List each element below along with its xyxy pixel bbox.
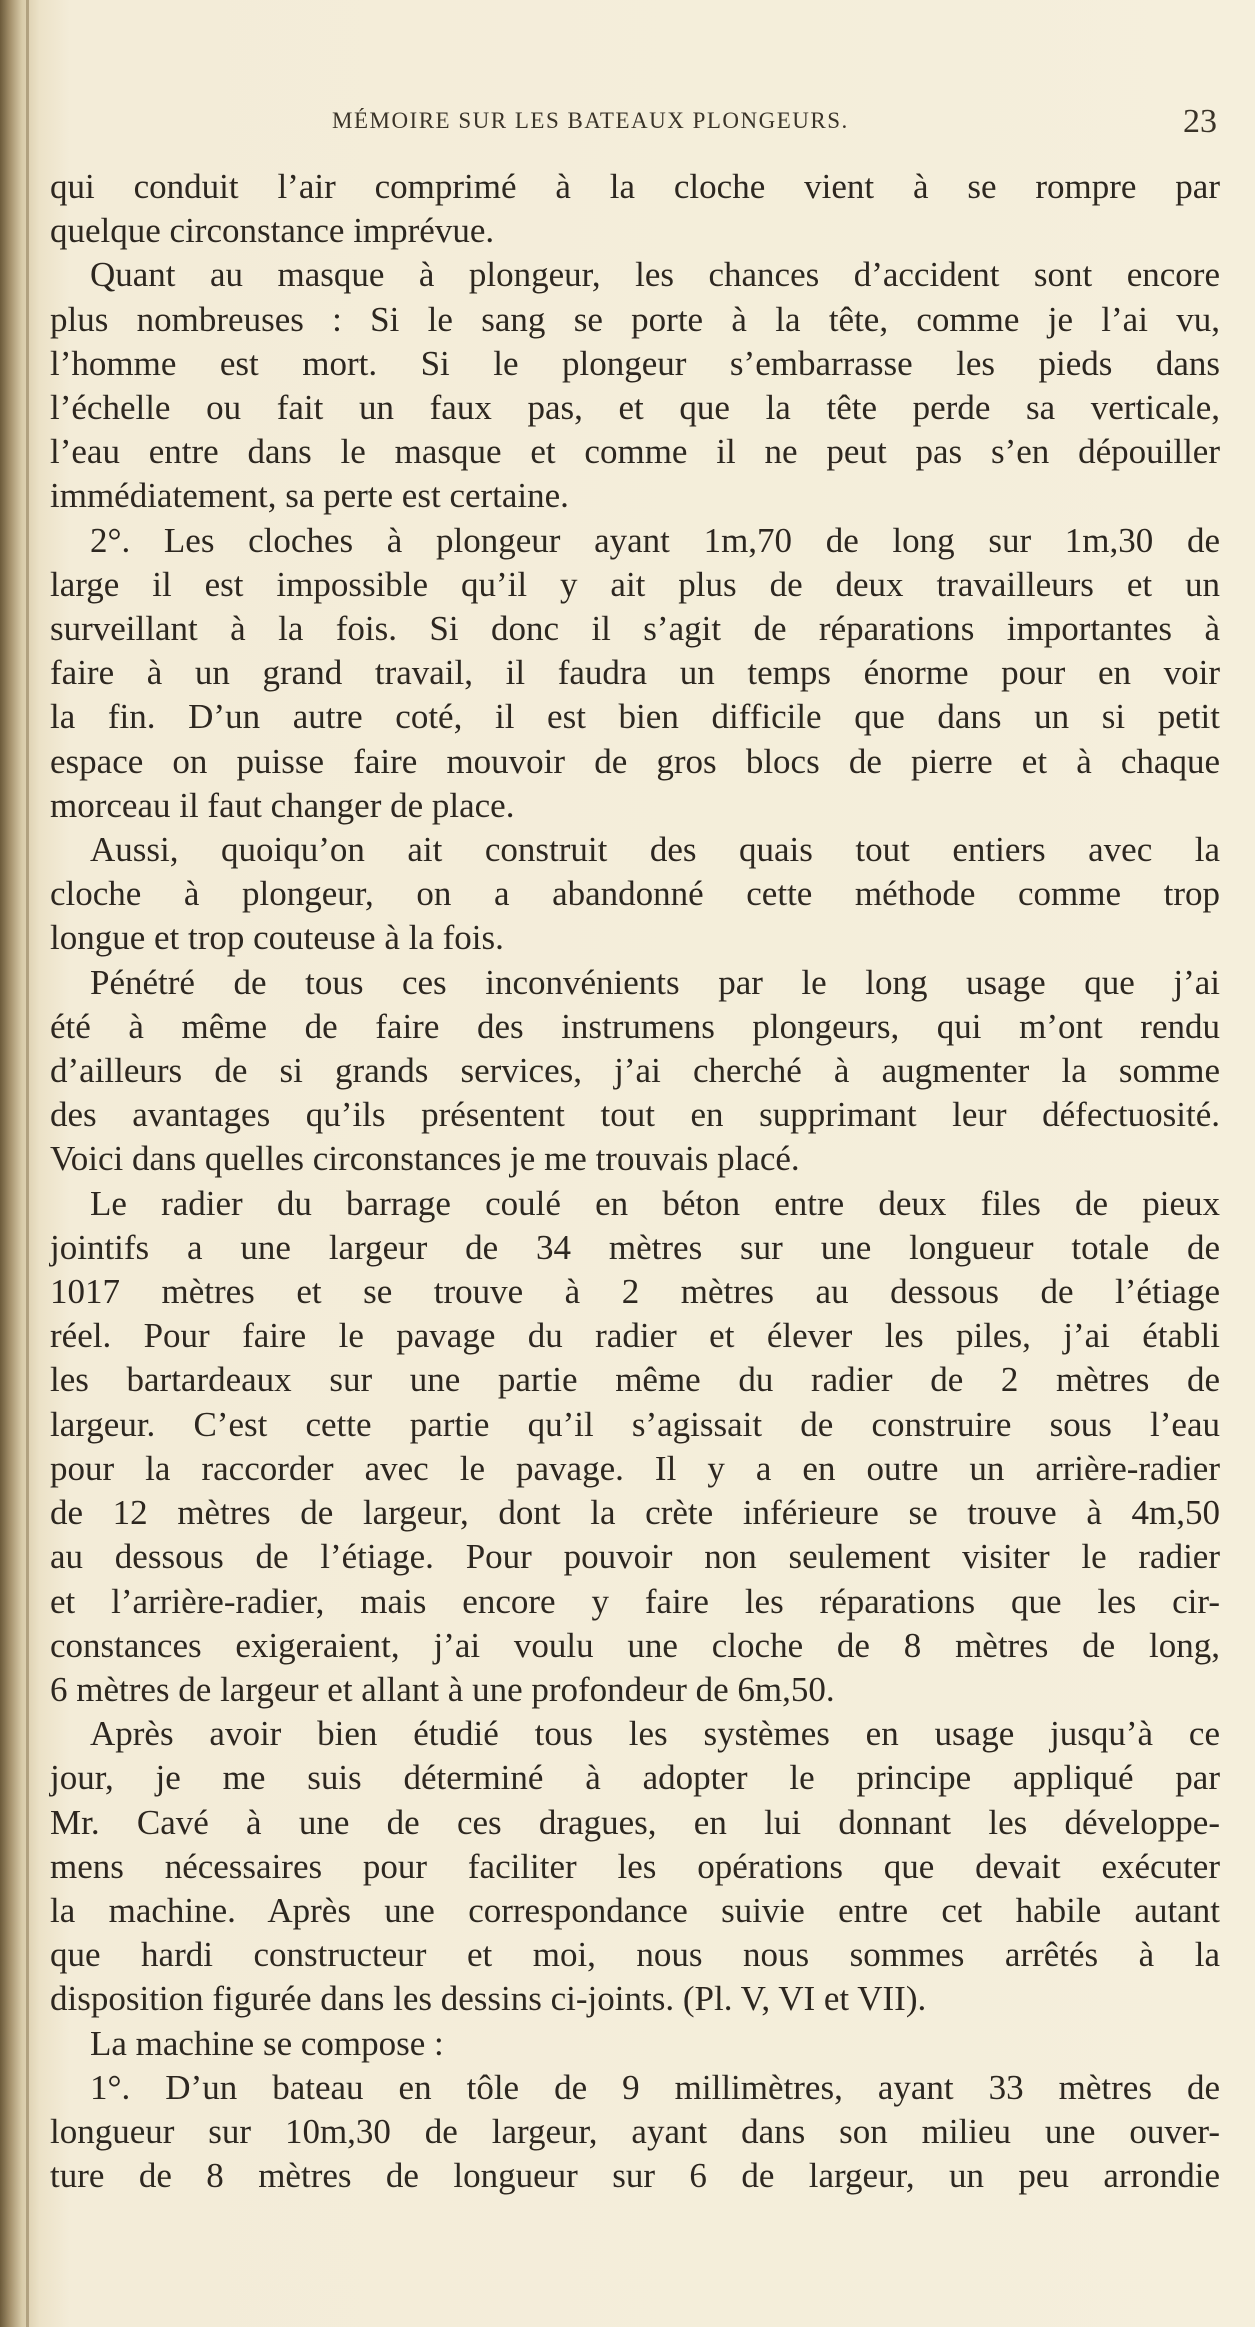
text-line: l’eau entre dans le masque et comme il ne peut pas s’en dépouiller bbox=[50, 432, 1220, 472]
text-line: l’échelle ou fait un faux pas, et que la tête perde sa verticale, bbox=[50, 388, 1220, 428]
text-line: surveillant à la fois. Si donc il s’agit de réparations importantes à bbox=[50, 609, 1220, 649]
page-header bbox=[40, 103, 1225, 143]
text-line: 1017 mètres et se trouve à 2 mètres au dessous de l’étiage bbox=[50, 1272, 1220, 1312]
text-line: des avantages qu’ils présentent tout en supprimant leur défectuosité. bbox=[50, 1095, 1220, 1135]
text-line: d’ailleurs de si grands services, j’ai cherché à augmenter la somme bbox=[50, 1051, 1220, 1091]
text-line: Le radier du barrage coulé en béton entre deux files de pieux bbox=[90, 1183, 1220, 1223]
text-line: qui conduit l’air comprimé à la cloche vient à se rompre par bbox=[50, 167, 1220, 206]
text-line: faire à un grand travail, il faudra un temps énorme pour en voir bbox=[50, 653, 1220, 693]
text-line: jour, je me suis déterminé à adopter le principe appliqué par bbox=[50, 1758, 1220, 1798]
text-line: pour la raccorder avec le pavage. Il y a en outre un arrière-radier bbox=[50, 1448, 1220, 1488]
text-line: les bartardeaux sur une partie même du radier de 2 mètres de bbox=[50, 1360, 1220, 1400]
text-line: jointifs a une largeur de 34 mètres sur une longueur totale de bbox=[50, 1227, 1220, 1267]
text-line: la fin. D’un autre coté, il est bien difficile que dans un si petit bbox=[50, 697, 1220, 737]
text-line: immédiatement, sa perte est certaine. bbox=[50, 476, 569, 516]
body-text bbox=[50, 165, 1220, 2198]
text-line: 6 mètres de largeur et allant à une profondeur de 6m,50. bbox=[50, 1669, 835, 1709]
text-line: que hardi constructeur et moi, nous nous sommes arrêtés à la bbox=[50, 1935, 1220, 1975]
text-line: 1°. D’un bateau en tôle de 9 millimètres, ayant 33 mètres de bbox=[90, 2067, 1220, 2107]
text-line: au dessous de l’étiage. Pour pouvoir non seulement visiter le radier bbox=[50, 1537, 1220, 1577]
page-gutter bbox=[26, 0, 29, 2327]
text-line: l’homme est mort. Si le plongeur s’embarrasse les pieds dans bbox=[50, 343, 1220, 383]
text-line: été à même de faire des instrumens plongeurs, qui m’ont rendu bbox=[50, 1006, 1220, 1046]
text-line: longue et trop couteuse à la fois. bbox=[50, 918, 504, 958]
text-line: de 12 mètres de largeur, dont la crète inférieure se trouve à 4m,50 bbox=[50, 1493, 1220, 1533]
text-line: Après avoir bien étudié tous les systèmes en usage jusqu’à ce bbox=[90, 1714, 1220, 1754]
text-line: longueur sur 10m,30 de largeur, ayant dans son milieu une ouver- bbox=[50, 2111, 1220, 2151]
text-line: la machine. Après une correspondance suivie entre cet habile autant bbox=[50, 1890, 1220, 1930]
text-line: mens nécessaires pour faciliter les opérations que devait exécuter bbox=[50, 1846, 1220, 1886]
text-line: plus nombreuses : Si le sang se porte à la tête, comme je l’ai vu, bbox=[50, 299, 1220, 339]
text-line: et l’arrière-radier, mais encore y faire les réparations que les cir- bbox=[50, 1581, 1220, 1621]
text-line: morceau il faut changer de place. bbox=[50, 785, 515, 825]
text-line: espace on puisse faire mouvoir de gros blocs de pierre et à chaque bbox=[50, 741, 1220, 781]
text-line: Pénétré de tous ces inconvénients par le long usage que j’ai bbox=[90, 962, 1220, 1002]
text-line: Aussi, quoiqu’on ait construit des quais tout entiers avec la bbox=[90, 830, 1220, 870]
text-line: cloche à plongeur, on a abandonné cette méthode comme trop bbox=[50, 874, 1220, 914]
text-line: ture de 8 mètres de longueur sur 6 de largeur, un peu arrondie bbox=[50, 2156, 1220, 2196]
text-line: Mr. Cavé à une de ces dragues, en lui donnant les développe- bbox=[50, 1802, 1220, 1842]
text-line: disposition figurée dans les dessins ci-joints. (Pl. V, VI et VII). bbox=[50, 1979, 927, 2019]
text-line: quelque circonstance imprévue. bbox=[50, 211, 495, 251]
text-line: 2°. Les cloches à plongeur ayant 1m,70 de long sur 1m,30 de bbox=[90, 520, 1220, 560]
text-line: largeur. C’est cette partie qu’il s’agissait de construire sous l’eau bbox=[50, 1404, 1220, 1444]
running-title: MÉMOIRE SUR LES BATEAUX PLONGEURS. bbox=[332, 108, 849, 133]
text-line: La machine se compose : bbox=[90, 2023, 444, 2063]
text-line: large il est impossible qu’il y ait plus de deux travailleurs et un bbox=[50, 564, 1220, 604]
page-number: 23 bbox=[1183, 103, 1217, 140]
text-line: Quant au masque à plongeur, les chances d’accident sont encore bbox=[90, 255, 1220, 295]
text-line: constances exigeraient, j’ai voulu une cloche de 8 mètres de long, bbox=[50, 1625, 1220, 1665]
text-line: Voici dans quelles circonstances je me trouvais placé. bbox=[50, 1139, 800, 1179]
text-line: réel. Pour faire le pavage du radier et élever les piles, j’ai établi bbox=[50, 1316, 1220, 1356]
